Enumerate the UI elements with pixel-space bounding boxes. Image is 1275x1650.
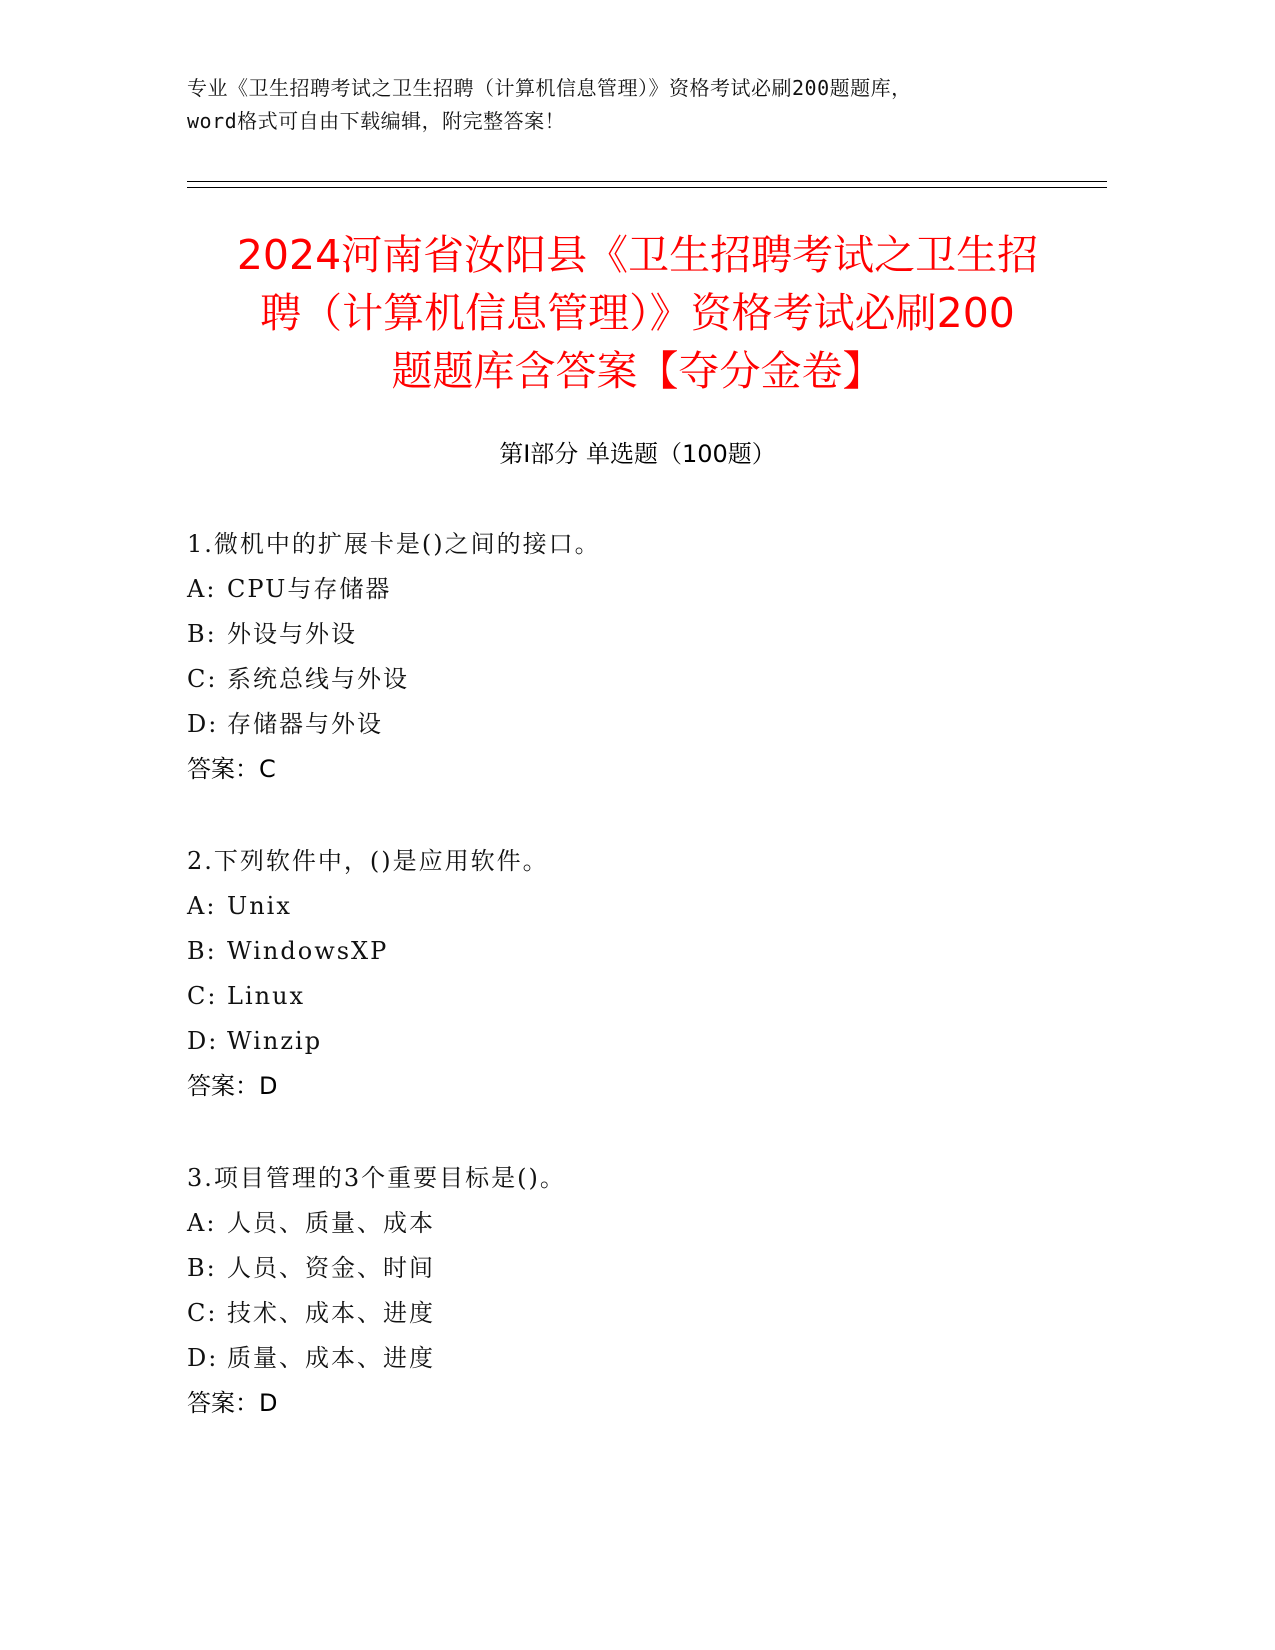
option-key: C: <box>187 665 218 693</box>
document-title <box>150 226 1125 400</box>
option-text: WindowsXP <box>227 937 389 965</box>
option-b <box>187 929 1087 974</box>
option-text: 外设与外设 <box>227 620 357 648</box>
option-text: 技术、成本、进度 <box>227 1299 435 1327</box>
answer-line: 答案：C <box>187 755 276 783</box>
option-d <box>187 702 1087 747</box>
option-b <box>187 612 1087 657</box>
option-key: A: <box>187 892 217 920</box>
option-key: B: <box>187 620 217 648</box>
question-list <box>187 522 1087 1473</box>
option-key: C: <box>187 1299 218 1327</box>
option-b <box>187 1246 1087 1291</box>
option-c <box>187 974 1087 1019</box>
option-key: B: <box>187 937 217 965</box>
title-line-3: 题题库含答案【夺分金卷】 <box>391 347 884 395</box>
question-item <box>187 522 1087 792</box>
question-item <box>187 839 1087 1109</box>
option-text: Linux <box>227 982 306 1010</box>
option-text: 系统总线与外设 <box>227 665 409 693</box>
option-key: B: <box>187 1254 217 1282</box>
title-line-2: 聘（计算机信息管理）》资格考试必刷200 <box>260 289 1015 337</box>
section-heading: 第I部分 单选题（100题） <box>499 440 776 468</box>
option-d <box>187 1019 1087 1064</box>
option-c <box>187 657 1087 702</box>
option-key: D: <box>187 710 219 738</box>
intro-line-1: 专业《卫生招聘考试之卫生招聘（计算机信息管理）》资格考试必刷200题题库， <box>187 76 912 100</box>
intro-line-2: word格式可自由下载编辑，附完整答案！ <box>187 109 566 133</box>
option-key: D: <box>187 1344 219 1372</box>
option-text: Unix <box>227 892 292 920</box>
option-key: A: <box>187 1209 217 1237</box>
option-key: D: <box>187 1027 219 1055</box>
question-stem: 2.下列软件中，()是应用软件。 <box>187 847 549 875</box>
option-a <box>187 884 1087 929</box>
question-stem: 1.微机中的扩展卡是()之间的接口。 <box>187 530 601 558</box>
option-d <box>187 1336 1087 1381</box>
answer-line: 答案：D <box>187 1389 278 1417</box>
option-text: CPU与存储器 <box>227 575 392 603</box>
option-text: 存储器与外设 <box>227 710 383 738</box>
option-a <box>187 567 1087 612</box>
intro-paragraph <box>187 72 1107 138</box>
header-divider-bottom <box>187 187 1107 188</box>
option-key: C: <box>187 982 218 1010</box>
question-item <box>187 1156 1087 1426</box>
answer-line: 答案：D <box>187 1072 278 1100</box>
title-line-1: 2024河南省汝阳县《卫生招聘考试之卫生招 <box>236 231 1039 279</box>
option-text: 质量、成本、进度 <box>227 1344 435 1372</box>
option-a <box>187 1201 1087 1246</box>
option-c <box>187 1291 1087 1336</box>
option-text: Winzip <box>227 1027 323 1055</box>
option-text: 人员、质量、成本 <box>227 1209 435 1237</box>
header-divider-top <box>187 181 1107 182</box>
question-stem: 3.项目管理的3个重要目标是()。 <box>187 1164 566 1192</box>
option-key: A: <box>187 575 217 603</box>
option-text: 人员、资金、时间 <box>227 1254 435 1282</box>
